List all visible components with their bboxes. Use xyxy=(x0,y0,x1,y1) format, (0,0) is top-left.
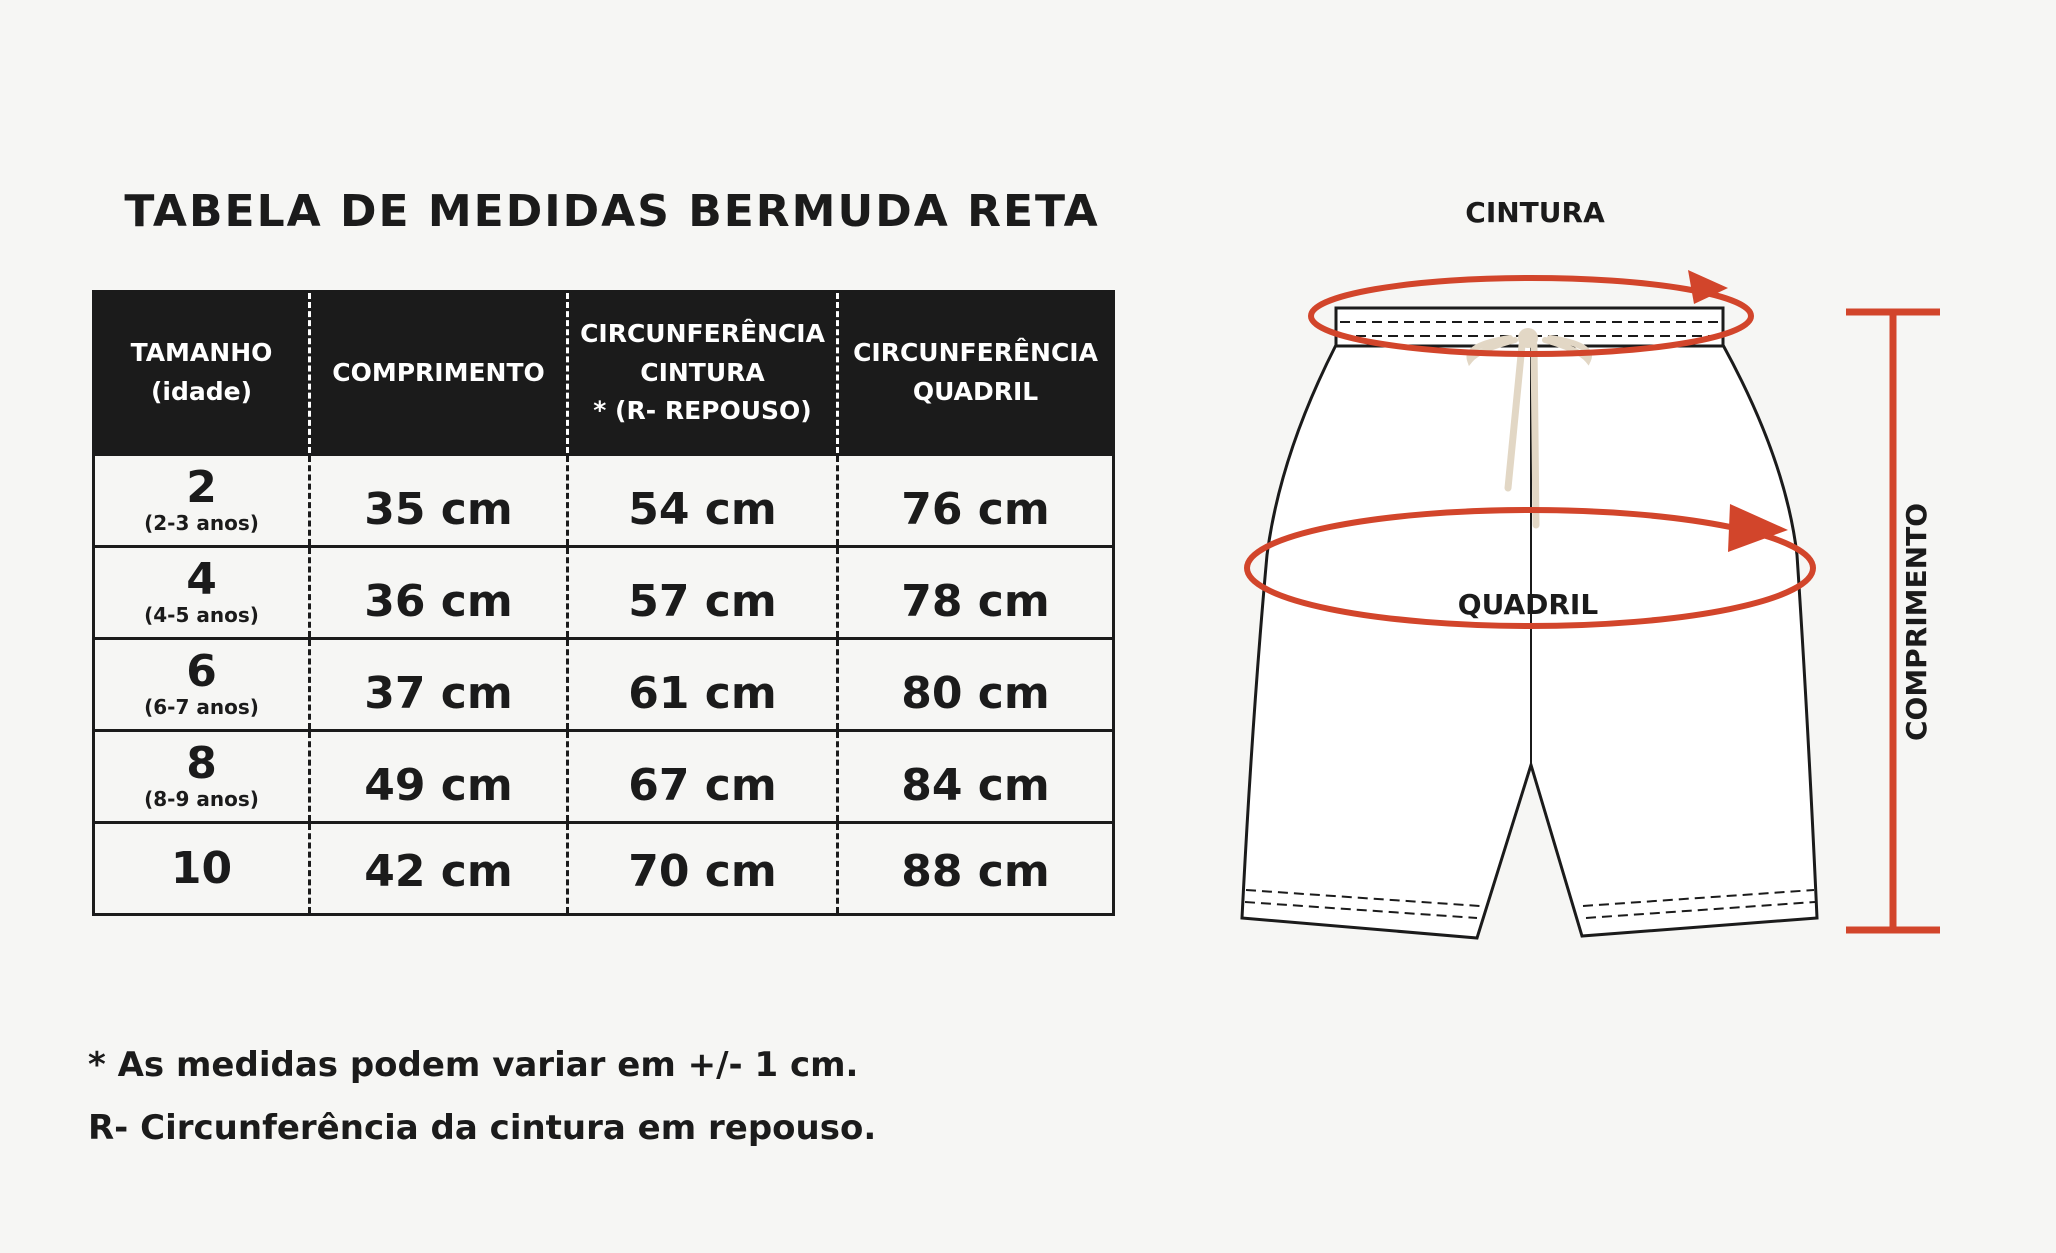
header-comprimento: COMPRIMENTO xyxy=(310,292,568,455)
comprimento-label: COMPRIMENTO xyxy=(1900,502,1933,742)
quadril-label: QUADRIL xyxy=(1457,588,1599,621)
comprimento-cell: 49 cm xyxy=(310,731,568,823)
header-circ-quadril: CIRCUNFERÊNCIA QUADRIL xyxy=(838,292,1114,455)
size-cell: 8 (8-9 anos) xyxy=(94,731,310,823)
cintura-cell: 61 cm xyxy=(568,639,838,731)
chart-title: TABELA DE MEDIDAS BERMUDA RETA xyxy=(124,186,1100,237)
table-row xyxy=(94,455,1114,547)
table-row xyxy=(94,823,1114,915)
footnote-variation: * As medidas podem variar em +/- 1 cm. xyxy=(88,1045,859,1085)
size-cell: 2 (2-3 anos) xyxy=(94,455,310,547)
cintura-cell: 54 cm xyxy=(568,455,838,547)
comprimento-cell: 36 cm xyxy=(310,547,568,639)
quadril-cell: 80 cm xyxy=(838,639,1114,731)
size-cell: 6 (6-7 anos) xyxy=(94,639,310,731)
quadril-cell: 76 cm xyxy=(838,455,1114,547)
quadril-cell: 78 cm xyxy=(838,547,1114,639)
header-tamanho: TAMANHO (idade) xyxy=(94,292,310,455)
size-cell: 10 xyxy=(94,823,310,915)
size-table xyxy=(92,290,1115,916)
header-circ-cintura: CIRCUNFERÊNCIA CINTURA * (R- REPOUSO) xyxy=(568,292,838,455)
shorts-outline xyxy=(1242,345,1817,938)
table-row xyxy=(94,547,1114,639)
comprimento-cell: 37 cm xyxy=(310,639,568,731)
cintura-cell: 67 cm xyxy=(568,731,838,823)
table-row xyxy=(94,639,1114,731)
size-cell: 4 (4-5 anos) xyxy=(94,547,310,639)
shorts-diagram xyxy=(1200,170,2000,970)
quadril-cell: 84 cm xyxy=(838,731,1114,823)
comprimento-cell: 35 cm xyxy=(310,455,568,547)
table-row xyxy=(94,731,1114,823)
cintura-cell: 57 cm xyxy=(568,547,838,639)
cintura-cell: 70 cm xyxy=(568,823,838,915)
footnote-repouso: R- Circunferência da cintura em repouso. xyxy=(88,1108,877,1148)
cintura-label: CINTURA xyxy=(1465,196,1605,229)
comprimento-cell: 42 cm xyxy=(310,823,568,915)
header-row xyxy=(94,292,1114,455)
quadril-cell: 88 cm xyxy=(838,823,1114,915)
